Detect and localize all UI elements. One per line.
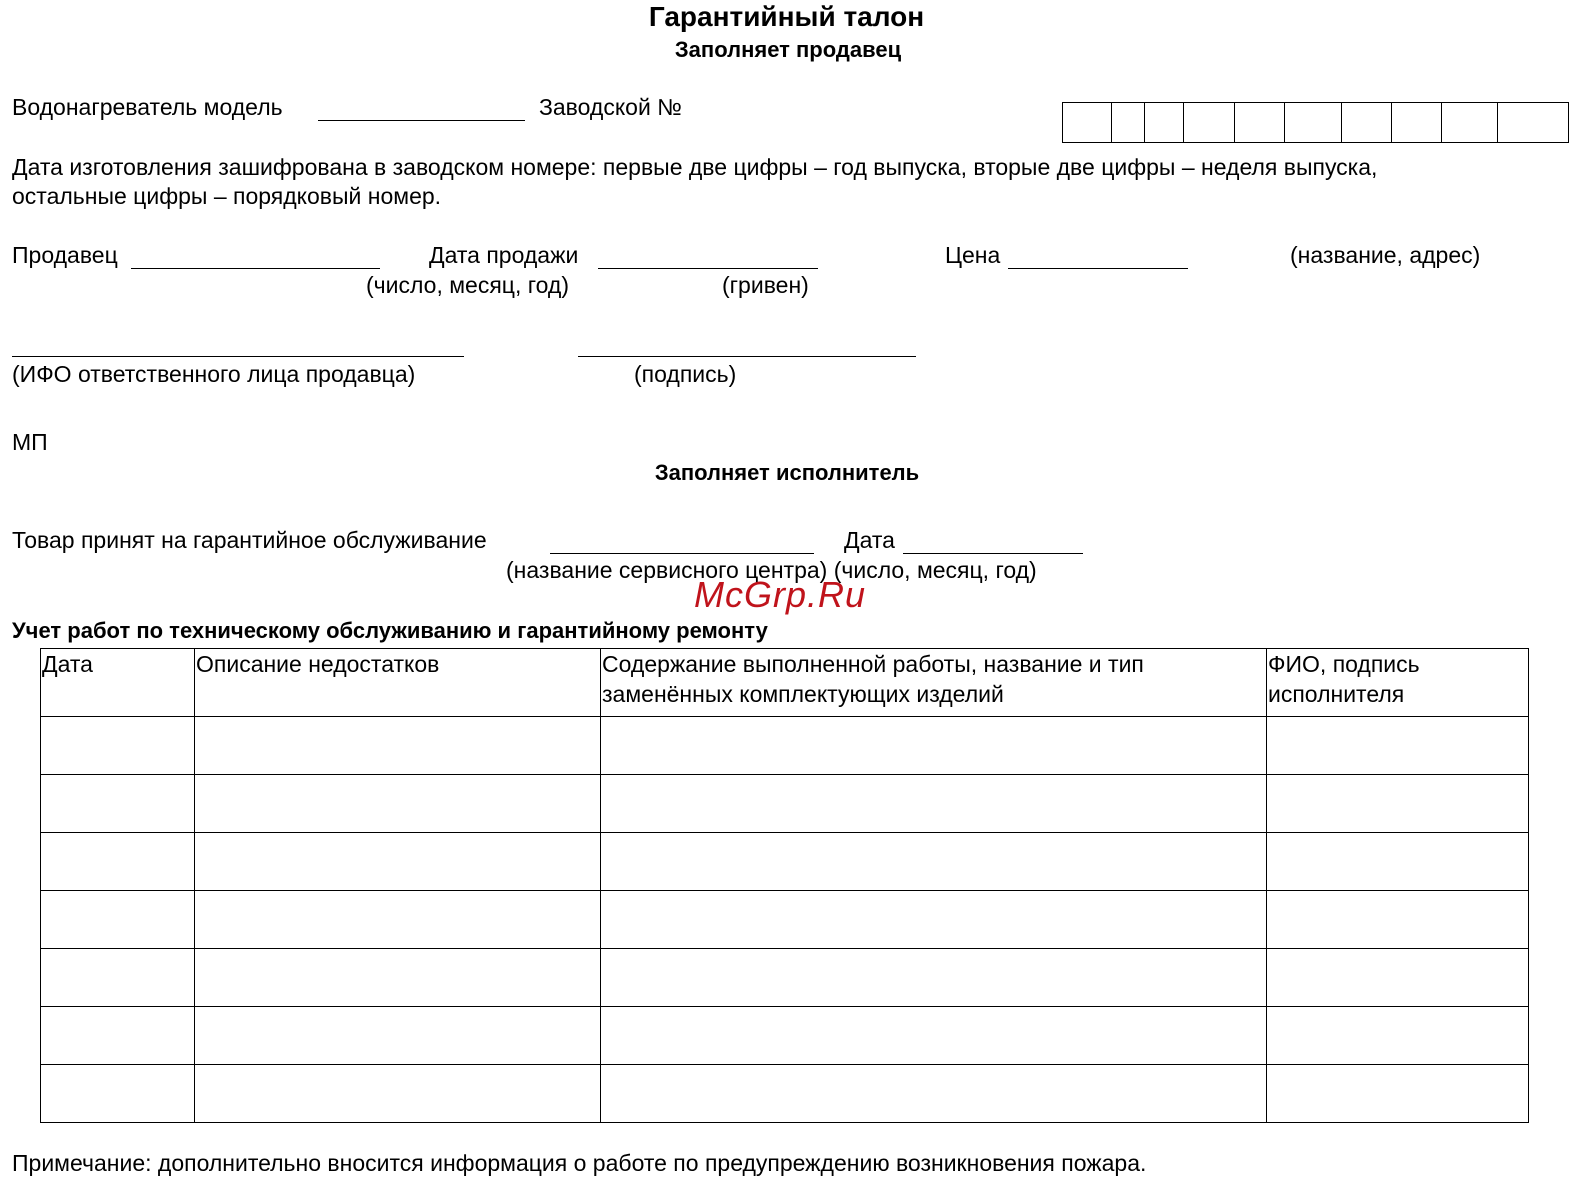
- table-cell[interactable]: [41, 775, 195, 833]
- table-cell[interactable]: [601, 891, 1267, 949]
- watermark: McGrp.Ru: [694, 574, 867, 615]
- model-label: Водонагреватель модель: [12, 94, 283, 120]
- table-cell[interactable]: [1267, 949, 1529, 1007]
- responsible-person-hint: (ИФО ответственного лица продавца): [12, 361, 416, 387]
- table-cell[interactable]: [601, 717, 1267, 775]
- executor-section-heading: Заполняет исполнитель: [654, 460, 920, 485]
- table-cell[interactable]: [41, 1065, 195, 1123]
- table-header-row: [41, 649, 1529, 717]
- column-header-work-done: Содержание выполненной работы, название и тип заменённых комплектующих изделий: [601, 649, 1267, 717]
- table-cell[interactable]: [41, 833, 195, 891]
- table-row: [41, 717, 1529, 775]
- serial-cell-divider: [1284, 103, 1285, 142]
- page-title: Гарантийный талон: [648, 1, 925, 32]
- seller-field[interactable]: [131, 268, 380, 269]
- table-cell[interactable]: [1267, 891, 1529, 949]
- table-cell[interactable]: [1267, 1007, 1529, 1065]
- table-row: [41, 1007, 1529, 1065]
- price-field[interactable]: [1008, 268, 1188, 269]
- service-center-field[interactable]: [550, 553, 814, 554]
- table-cell[interactable]: [601, 1007, 1267, 1065]
- table-cell[interactable]: [195, 891, 601, 949]
- table-cell[interactable]: [195, 1065, 601, 1123]
- sale-date-field[interactable]: [598, 268, 818, 269]
- table-row: [41, 833, 1529, 891]
- model-field[interactable]: [318, 120, 525, 121]
- price-label: Цена: [945, 242, 1001, 268]
- responsible-person-field[interactable]: [12, 356, 464, 357]
- signature-hint: (подпись): [634, 361, 737, 387]
- seller-hint: (название, адрес): [1290, 242, 1481, 268]
- sale-date-label: Дата продажи: [429, 242, 579, 268]
- table-cell[interactable]: [41, 949, 195, 1007]
- service-log-table: [40, 648, 1529, 1123]
- table-row: [41, 891, 1529, 949]
- accepted-date-label: Дата: [844, 527, 895, 553]
- serial-cell-divider: [1497, 103, 1498, 142]
- sale-date-hint: (число, месяц, год): [366, 272, 570, 298]
- table-cell[interactable]: [601, 833, 1267, 891]
- table-row: [41, 775, 1529, 833]
- table-cell[interactable]: [601, 775, 1267, 833]
- stamp-mark: МП: [12, 429, 48, 455]
- table-cell[interactable]: [1267, 1065, 1529, 1123]
- table-cell[interactable]: [195, 949, 601, 1007]
- table-row: [41, 949, 1529, 1007]
- table-row: [41, 1065, 1529, 1123]
- serial-cell-divider: [1111, 103, 1112, 142]
- table-cell[interactable]: [195, 775, 601, 833]
- table-cell[interactable]: [195, 833, 601, 891]
- serial-cell-divider: [1441, 103, 1442, 142]
- table-cell[interactable]: [1267, 775, 1529, 833]
- table-cell[interactable]: [41, 717, 195, 775]
- column-header-executor: ФИО, подпись исполнителя: [1267, 649, 1529, 717]
- seller-label: Продавец: [12, 242, 118, 268]
- serial-cell-divider: [1341, 103, 1342, 142]
- date-encoding-note-line1: Дата изготовления зашифрована в заводском номере: первые две цифры – год выпуска, вторые две цифры – неделя выпуска,: [12, 154, 1378, 180]
- table-cell[interactable]: [195, 717, 601, 775]
- serial-label: Заводской №: [539, 94, 682, 120]
- serial-cell-divider: [1234, 103, 1235, 142]
- serial-cell-divider: [1391, 103, 1392, 142]
- table-cell[interactable]: [41, 891, 195, 949]
- date-encoding-note-line2: остальные цифры – порядковый номер.: [12, 183, 442, 209]
- table-cell[interactable]: [41, 1007, 195, 1065]
- serial-cell-divider: [1183, 103, 1184, 142]
- seller-section-heading: Заполняет продавец: [674, 37, 902, 62]
- column-header-defects: Описание недостатков: [195, 649, 601, 717]
- footer-note: Примечание: дополнительно вносится информация о работе по предупреждению возникновения пожара.: [12, 1150, 1147, 1176]
- log-title: Учет работ по техническому обслуживанию и гарантийному ремонту: [12, 618, 768, 643]
- table-cell[interactable]: [1267, 833, 1529, 891]
- serial-number-boxes: [1062, 102, 1569, 143]
- executor-hint: (название сервисного центра) (число, месяц, год): [506, 557, 1037, 583]
- table-cell[interactable]: [601, 949, 1267, 1007]
- serial-cell-divider: [1144, 103, 1145, 142]
- signature-field[interactable]: [578, 356, 916, 357]
- price-hint: (гривен): [722, 272, 809, 298]
- accepted-label: Товар принят на гарантийное обслуживание: [12, 527, 487, 553]
- column-header-date: Дата: [41, 649, 195, 717]
- table-cell[interactable]: [1267, 717, 1529, 775]
- accepted-date-field[interactable]: [903, 553, 1083, 554]
- table-cell[interactable]: [195, 1007, 601, 1065]
- table-cell[interactable]: [601, 1065, 1267, 1123]
